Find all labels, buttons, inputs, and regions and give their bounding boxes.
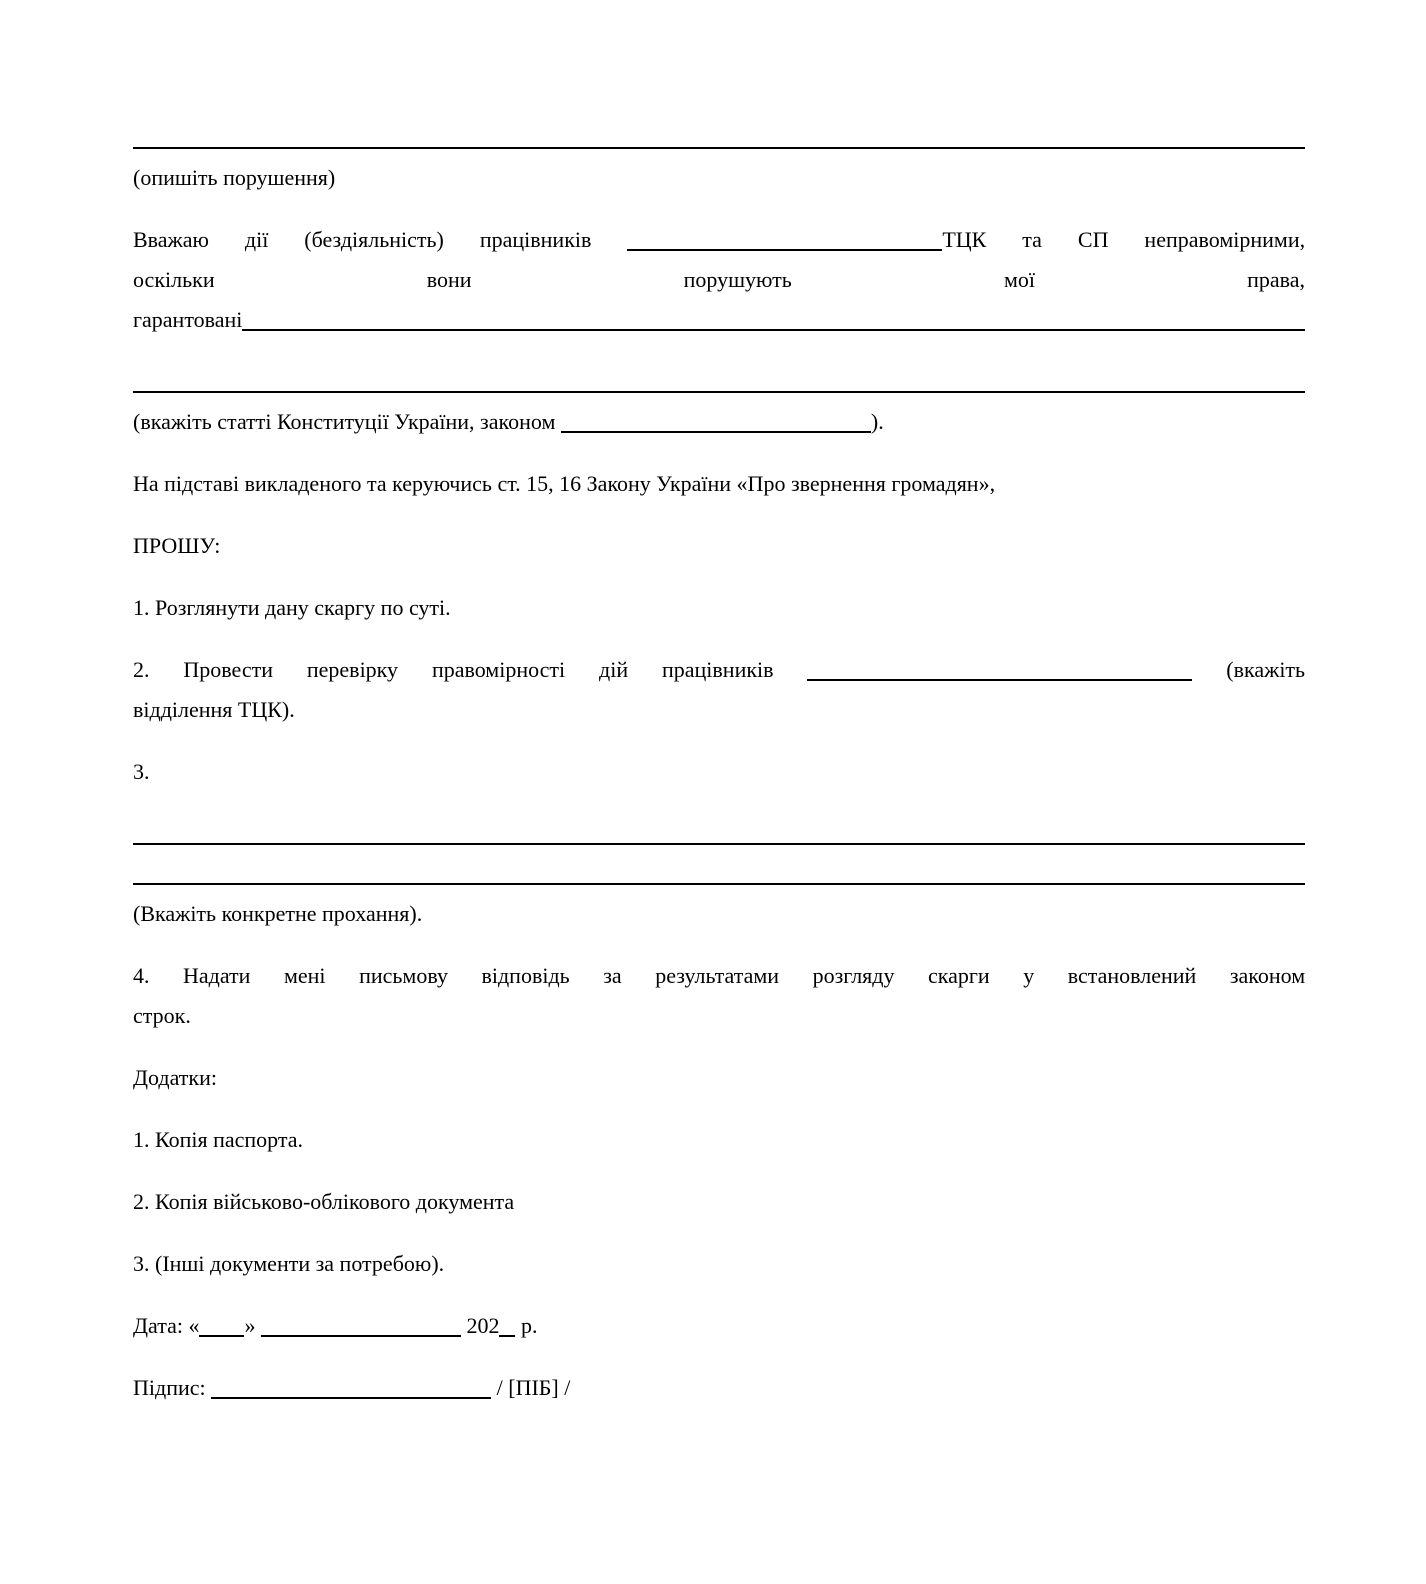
word: скарги xyxy=(928,963,990,988)
word: оскільки xyxy=(133,267,215,292)
request-item-4-line-1 xyxy=(133,956,1305,996)
hint-describe-violation: (опишіть порушення) xyxy=(133,165,336,190)
request-item-2-line-1 xyxy=(133,650,1305,690)
word: працівників xyxy=(479,227,592,252)
word: права, xyxy=(1247,267,1305,292)
date-year-suffix: р. xyxy=(520,1313,538,1338)
request-item-2-line-2: відділення ТЦК). xyxy=(133,697,295,722)
attachments-heading: Додатки: xyxy=(133,1065,217,1090)
hint-articles-text: (вкажіть статті Конституції України, законом xyxy=(133,409,556,434)
signature-line xyxy=(133,1368,1305,1408)
word: відповідь xyxy=(481,963,570,988)
fill-in-blank-tck-name xyxy=(627,239,942,251)
fill-in-line-full xyxy=(133,854,1305,894)
word: 2. xyxy=(133,657,150,682)
paragraph-legal-basis: На підставі викладеного та керуючись ст. 15, 16 Закону України «Про звернення громадян», xyxy=(133,471,996,496)
word: Надати xyxy=(183,963,251,988)
consider-line-2 xyxy=(133,260,1305,300)
signature-name-placeholder: / [ПІБ] / xyxy=(496,1375,571,1400)
word: (вкажіть xyxy=(1226,657,1306,682)
date-label: Дата: « xyxy=(133,1313,200,1338)
word: розгляду xyxy=(812,963,895,988)
attachment-item-3: 3. (Інші документи за потребою). xyxy=(133,1251,445,1276)
word: у xyxy=(1023,963,1035,988)
fill-in-blank-day xyxy=(199,1325,244,1337)
paragraph-consider-unlawful xyxy=(133,220,1305,340)
attachment-item-1: 1. Копія паспорта. xyxy=(133,1127,304,1152)
word: результатами xyxy=(655,963,780,988)
word: ТЦК xyxy=(942,227,987,252)
word: 4. xyxy=(133,963,150,988)
word: за xyxy=(603,963,622,988)
signature-label: Підпис: xyxy=(133,1375,206,1400)
request-item-2 xyxy=(133,650,1305,730)
word: перевірку xyxy=(306,657,399,682)
word-guaranteed: гарантовані xyxy=(133,307,243,332)
word: мої xyxy=(1003,267,1035,292)
fill-in-blank-month xyxy=(261,1325,461,1337)
date-line xyxy=(133,1306,1305,1346)
fill-in-blank-law xyxy=(561,421,871,433)
word: СП xyxy=(1077,227,1109,252)
word: працівників xyxy=(661,657,774,682)
fill-in-line-full xyxy=(133,814,1305,854)
word: та xyxy=(1022,227,1042,252)
fill-in-line-full xyxy=(133,118,1305,158)
fill-in-blank-tck-branch xyxy=(807,669,1192,681)
word: Провести xyxy=(183,657,273,682)
articles-section xyxy=(133,362,1305,442)
date-year-prefix: 202 xyxy=(466,1313,500,1338)
hint-articles-line xyxy=(133,402,1305,442)
fill-in-blank-signature xyxy=(211,1387,491,1399)
hint-specific-request: (Вкажіть конкретне прохання). xyxy=(133,901,423,926)
word: дій xyxy=(599,657,629,682)
word: вони xyxy=(426,267,472,292)
request-fill-section xyxy=(133,814,1305,934)
fill-in-blank-year-digit xyxy=(499,1325,515,1337)
word: дії xyxy=(244,227,269,252)
word: неправомірними, xyxy=(1144,227,1306,252)
word: мені xyxy=(283,963,326,988)
word: порушують xyxy=(683,267,792,292)
word: правомірності xyxy=(431,657,566,682)
request-heading: ПРОШУ: xyxy=(133,533,221,558)
request-item-4-line-2: строк. xyxy=(133,1003,191,1028)
word: встановлений xyxy=(1067,963,1197,988)
word: Вважаю xyxy=(133,227,209,252)
fill-in-blank-guaranteed-rights xyxy=(242,300,1305,331)
word: (бездіяльність) xyxy=(304,227,444,252)
word: законом xyxy=(1229,963,1306,988)
violation-description-section xyxy=(133,118,1305,198)
date-quote-close: » xyxy=(244,1313,256,1338)
hint-articles-tail: ). xyxy=(870,409,884,434)
consider-line-3 xyxy=(133,300,1305,340)
fill-in-line-full xyxy=(133,362,1305,402)
consider-line-1 xyxy=(133,220,1305,260)
request-item-3: 3. xyxy=(133,759,150,784)
word: письмову xyxy=(359,963,448,988)
request-item-4 xyxy=(133,956,1305,1036)
request-item-1: 1. Розглянути дану скаргу по суті. xyxy=(133,595,451,620)
attachment-item-2: 2. Копія військово-облікового документа xyxy=(133,1189,515,1214)
